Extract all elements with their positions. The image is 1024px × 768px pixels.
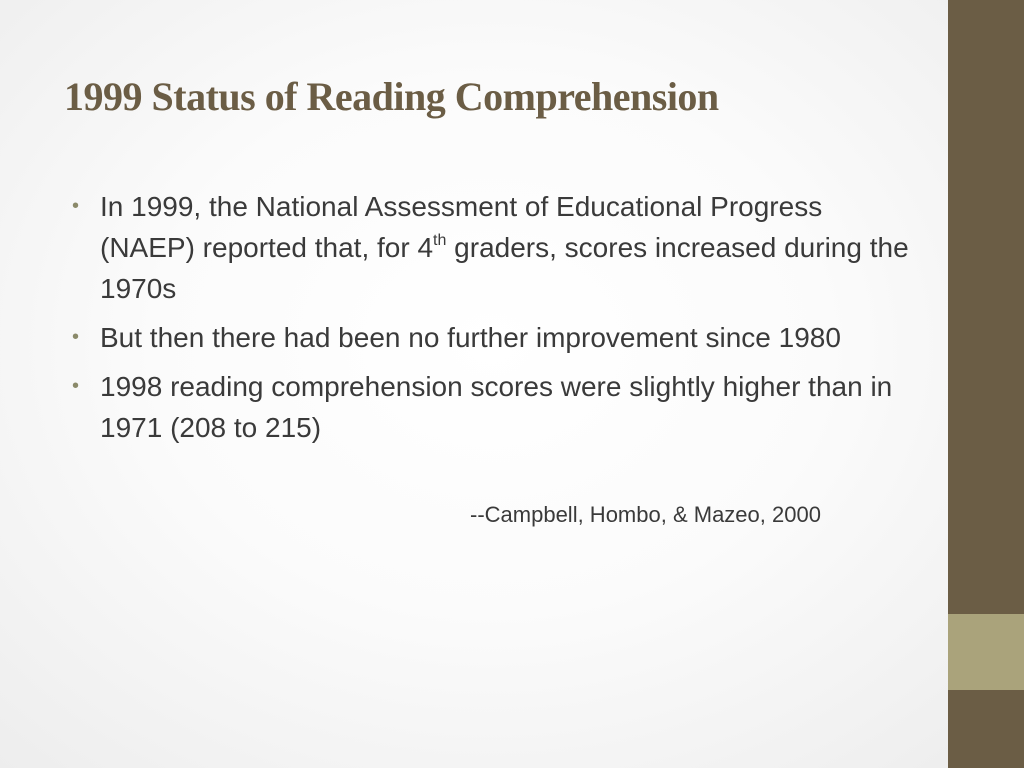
bullet-item-naep (72, 186, 918, 309)
slide-title: 1999 Status of Reading Comprehension (64, 74, 719, 119)
bullet-text: 1998 reading comprehension scores were slightly higher than in 1971 (208 to 215) (100, 371, 893, 443)
bullet-list (72, 186, 918, 456)
bullet-text: But then there had been no further improvement since 1980 (100, 322, 841, 353)
citation: --Campbell, Hombo, & Mazeo, 2000 (470, 502, 821, 527)
bullet-icon: • (72, 326, 80, 348)
side-bar-top (948, 0, 1024, 614)
bullet-text-part: In 1999, the National Assessment of Educational Progress (NAEP) reported that, for 4 (100, 191, 823, 263)
superscript-th: th (433, 232, 447, 249)
bullet-item-no-improvement (72, 317, 918, 358)
bullet-text-part: graders, scores increased during the 1970s (100, 232, 909, 304)
side-bar-accent (948, 614, 1024, 690)
bullet-icon: • (72, 195, 80, 217)
bullet-icon: • (72, 375, 80, 397)
bullet-item-1998-scores (72, 366, 918, 448)
side-bar-bottom (948, 690, 1024, 768)
